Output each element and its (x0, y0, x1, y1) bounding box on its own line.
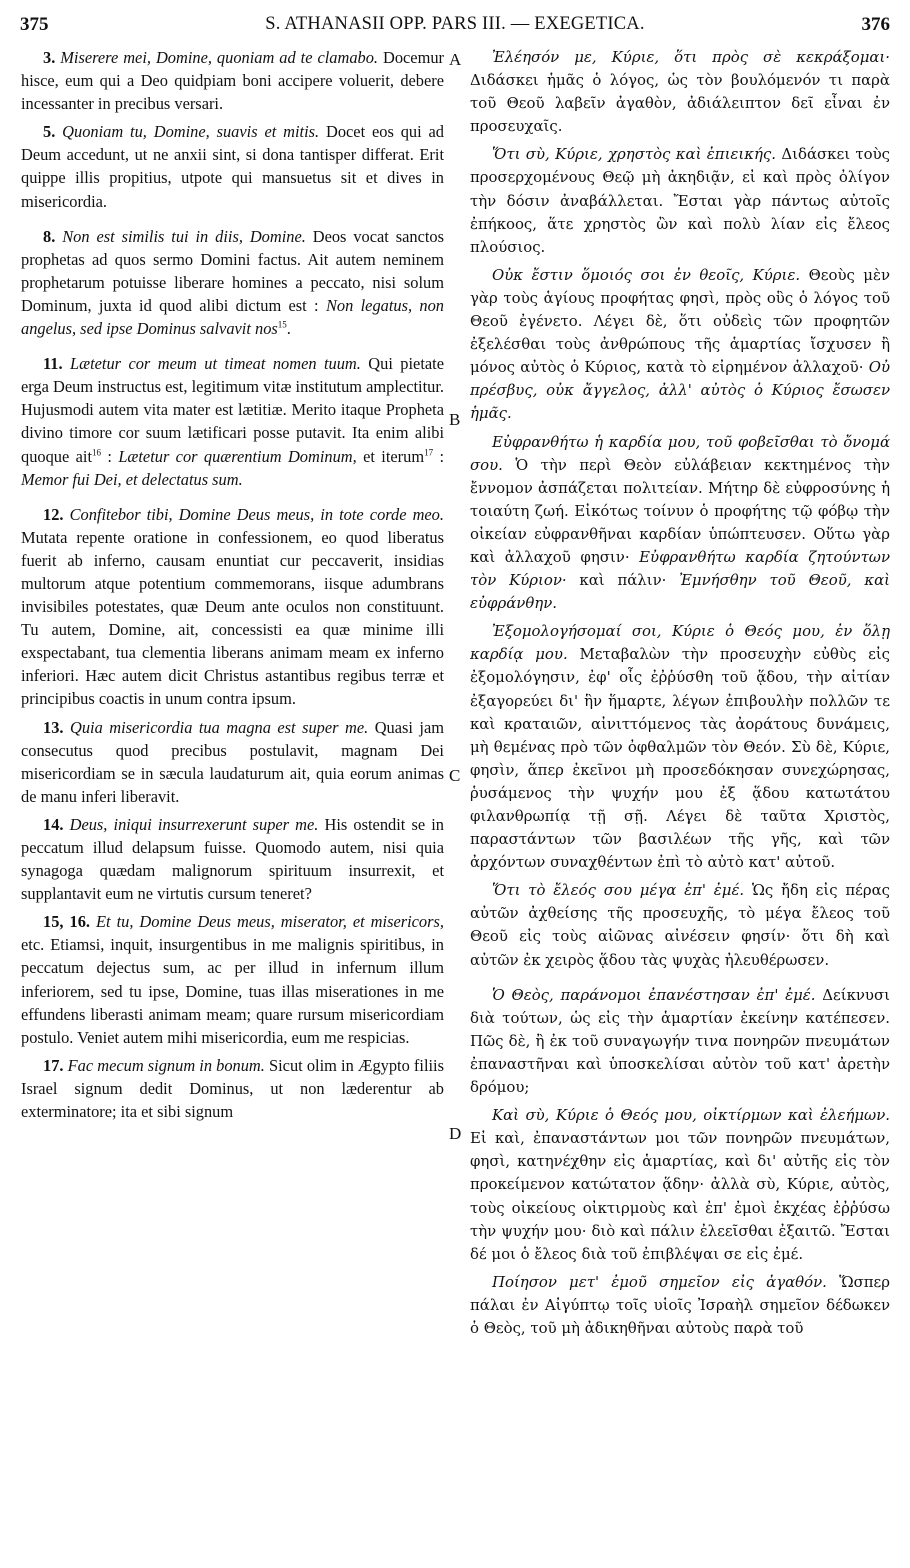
latin-column (21, 46, 444, 1123)
running-header (20, 14, 890, 40)
footnote-ref-16: 16 (92, 447, 102, 458)
page-number-left: 375 (20, 14, 49, 35)
latin-verse-15-16: 15, 16. Et tu, Domine Deus meus, miserator, et misericors, etc. Etiamsi, inquit, insurgentibus in me malignis spiritibus, in peccatum dejectus sum, ac per illud in infernum illum inferiorem, sed tu ipse, Domine, tuas illas miserationes in me effundens liberasti animam meam; quare rursum misericordiam postulo. Veniet autem mihi misericordia, eum me respicias. (21, 912, 444, 1047)
latin-verse-13: 13. Quia misericordia tua magna est super me. Quasi jam consecutus quod precibus postulavit, magnam Dei misericordiam se in sæcula laudaturum ait, quia eorum animas de manu inferi liberavit. (21, 717, 444, 806)
footnote-ref-15: 15 (277, 319, 287, 330)
greek-verse-13: Ὅτι τὸ ἔλεός σου μέγα ἐπ' ἐμέ. Ὡς ἤδη εἰς πέρας αὐτῶν ἀχθείσης τῆς προσευχῆς, τὸ μέγα ἔλεος τοῦ Θεοῦ εἰς τοὺς αἰῶνας αἰνέσειν φησίν· ὅτι δὴ καὶ αὐτῶν ἐκ χειρὸς ᾅδου τὰς ψυχὰς ἠλευθέρωσεν. (470, 881, 890, 969)
footnote-ref-17: 17 (424, 447, 434, 458)
latin-verse-5: 5. Quoniam tu, Domine, suavis et mitis. Docet eos qui ad Deum accedunt, ut ne anxii sint, si dona tantisper differat. Erit quippe illis propitius, utpote qui mansuetus sit et dives in misericordia. (21, 122, 444, 211)
section-marker-b: B (449, 410, 461, 429)
greek-verse-15-16: Καὶ σὺ, Κύριε ὁ Θεός μου, οἰκτίρμων καὶ ἐλεήμων. Εἰ καὶ, ἐπαναστάντων μοι τῶν πονηρῶν πνευμάτων, φησὶ, κατηνέχθην εἰς ἁμαρτίας, καὶ δι' αὐτῆς εἰς τὸν προκείμενον κατώτατον ᾅδην· ἀλλὰ σὺ, Κύριε, αὐτὸς, τοὺς οἰκείους οἰκτιρμοὺς καὶ ἐπ' ἐμοὶ ἐκχέας ἐῤῥύσω τὴν ψυχήν μου· διὸ καὶ πάλιν ἐλεεῖσθαι ἐξαιτῶ. Ἔσται δέ μοι ὁ ἔλεος διὰ τοῦ ἐπιβλέψαι σε εἰς ἐμέ. (470, 1106, 890, 1263)
greek-verse-11: Εὐφρανθήτω ἡ καρδία μου, τοῦ φοβεῖσθαι τὸ ὄνομά σου. Ὁ τὴν περὶ Θεὸν εὐλάβειαν κεκτημένος τὴν ἔννομον ἀσπάζεται πολιτείαν. Μήτηρ δὲ εὐφροσύνης ἡ τοιαύτη ζωή. Εἰκότως τοίνυν ὁ προφήτης τῷ φόβῳ τὴν οἰκείαν εὐφρανθῆναι καρδίαν ὑπώπτευσεν. Οὕτω γὰρ καὶ ἀλλαχοῦ φησιν· Εὐφρανθήτω καρδία ζητούντων τὸν Κύριον· καὶ πάλιν· Ἐμνήσθην τοῦ Θεοῦ, καὶ εὐφράνθην. (470, 432, 891, 613)
latin-verse-12: 12. Confitebor tibi, Domine Deus meus, in tote corde meo. Mutata repente oratione in confessionem, eo quod liberatus fuerit ab inferno, causam enuntiat cur peccaverit, insidias multorum atque potentium commemorans, iisque adumbrans invisibiles potestates, quæ Deum ante oculos non constituunt. Tu autem, Domine, ait, concessisti ea quæ minime illi exspectabant, tua clementia liberans animam meam ex inferno inferiori. Hæc autem dicit Christus astantibus regibus terræ et principibus coactis in unum contra ipsum. (21, 504, 444, 709)
latin-verse-14: 14. Deus, iniqui insurrexerunt super me. His ostendit se in peccatum illud delapsum fuisse. Quomodo autem, nisi quia synagoga quædam malignorum spirituum insurrexit, et supplantavit eum ne virtutis cursum teneret? (21, 814, 444, 904)
greek-verse-12: Ἐξομολογήσομαί σοι, Κύριε ὁ Θεός μου, ἐν ὅλῃ καρδίᾳ μου. Μεταβαλὼν τὴν προσευχὴν εὐθὺς εἰς ἐξομολόγησιν, ἐφ' οἷς ἐῤῥύσθη τοῦ ᾅδου, τὴν αἰτίαν ἐξαγορεύει δι' ἣν ἥμαρτε, λέγων ἐπιβουλὴν πολλῶν τε καὶ κραταιῶν, αἰνιττόμενος τὰς ἀοράτους δυνάμεις, μὴ θεμένας πρὸ τῶν ὀφθαλμῶν τὸν Θεόν. Σὺ δὲ, Κύριε, φησὶν, ἅπερ ἐκεῖνοι μὴ προσεδόκησαν συνεχώρησας, ῥυσάμενος τὴν ψυχήν μου ἐξ ᾅδου κατωτάτου φιλανθρωπίᾳ τῇ σῇ. Λέγει δὲ ταῦτα Χριστὸς, παραστάντων τῶν βασιλέων τῆς γῆς, καὶ τῶν ἀρχόντων συναχθέντων ἐπὶ τὸ αὐτὸ κατ' αὐτοῦ. (470, 622, 890, 872)
greek-verse-14: Ὁ Θεὸς, παράνομοι ἐπανέστησαν ἐπ' ἐμέ. Δείκνυσι διὰ τούτων, ὡς εἰς τὴν ἁμαρτίαν ἐκείνην κατέπεσεν. Πῶς δὲ, ἢ ἐκ τοῦ συναγωγήν τινα πονηρῶν πνευμάτων ἐπαναστῆναι καὶ ὑποσκελίσαι αὐτὸν τοῦ κατ' ἀρετὴν δρόμου; (470, 985, 890, 1097)
greek-verse-17: Ποίησον μετ' ἐμοῦ σημεῖον εἰς ἀγαθόν. Ὥσπερ πάλαι ἐν Αἰγύπτῳ τοῖς υἱοῖς Ἰσραὴλ σημεῖον δέδωκεν ὁ Θεὸς, τοῦ μὴ ἀδικηθῆναι αὐτοὺς παρὰ τοῦ (470, 1272, 891, 1337)
latin-verse-3: 3. Miserere mei, Domine, quoniam ad te clamabo. Docemur hisce, eum qui a Deo quidpiam boni accipere voluerit, debere incessanter in precibus versari. (21, 48, 444, 114)
latin-verse-11: 11. Lætetur cor meum ut timeat nomen tuum. Qui pietate erga Deum instructus est, legitimum vitæ institutum amplectitur. Hujusmodi autem vita mater est lætitiæ. Merito itaque Propheta divino timore cor suum lætificari posse putavit. Ita enim alibi quoque ait$^{16}$ : Lætetur cor quærentium Dominum, et iterum$^{17}$ : Memor fui Dei, et delectatus sum. (21, 354, 444, 489)
latin-verse-8: 8. Non est similis tui in diis, Domine. Deos vocat sanctos prophetas ad quos sermo Domini factus. Ait autem neminem prophetarum potuisse liberare homines a peccato, nisi solum Dominum, juxta id quod alibi dictum est : Non legatus, non angelus, sed ipse Dominus salvavit nos$^{15}$. (21, 226, 444, 339)
section-marker-c: C (449, 766, 461, 785)
greek-verse-8: Οὐκ ἔστιν ὅμοιός σοι ἐν θεοῖς, Κύριε. Θεοὺς μὲν γὰρ τοὺς ἁγίους προφήτας φησὶ, πρὸς οὓς ὁ λόγος τοῦ Θεοῦ ἐγένετο. Λέγει δὲ, ὅτι οὐδεὶς τῶν προφητῶν ἐξελέσθαι τοὺς ἀνθρώπους τῆς ἁμαρτίας ἴσχυσεν ἢ μόνος αὐτὸς ὁ Κύριος, κατὰ τὸ εἰρημένον ἀλλαχοῦ· Οὐ πρέσβυς, οὐκ ἄγγελος, ἀλλ' αὐτὸς ὁ Κύριος ἔσωσεν ἡμᾶς. (470, 265, 891, 423)
page-number-right: 376 (861, 14, 890, 35)
greek-verse-5: Ὅτι σὺ, Κύριε, χρηστὸς καὶ ἐπιεικής. Διδάσκει τοὺς προσερχομένους Θεῷ μὴ ἀκηδιᾷν, εἰ καὶ πρὸς ὀλίγον τὴν δόσιν ἀναβάλλεται. Ἔσται γὰρ πάντως αὐτοῖς ἐπήκοος, ἅτε χρηστὸς ὢν καὶ πολὺ λίαν εἰς ἔλεος πλούσιος. (470, 145, 890, 256)
section-marker-a: A (449, 50, 462, 69)
greek-verse-3: Ἐλέησόν με, Κύριε, ὅτι πρὸς σὲ κεκράξομαι· Διδάσκει ἡμᾶς ὁ λόγος, ὡς τὸν βουλόμενόν τι παρὰ τοῦ Θεοῦ λαβεῖν ἀγαθὸν, ἀδιάλειπτον δεῖ εἶναι ἐν προσευχαῖς. (470, 48, 890, 136)
greek-column (470, 46, 890, 1340)
running-title: S. ATHANASII OPP. PARS III. — EXEGETICA. (265, 14, 645, 34)
latin-verse-17: 17. Fac mecum signum in bonum. Sicut olim in Ægypto filiis Israel signum dedit Dominus, ut non læderentur ab exterminatore; ita et sibi signum (21, 1055, 444, 1122)
section-marker-d: D (449, 1124, 462, 1143)
